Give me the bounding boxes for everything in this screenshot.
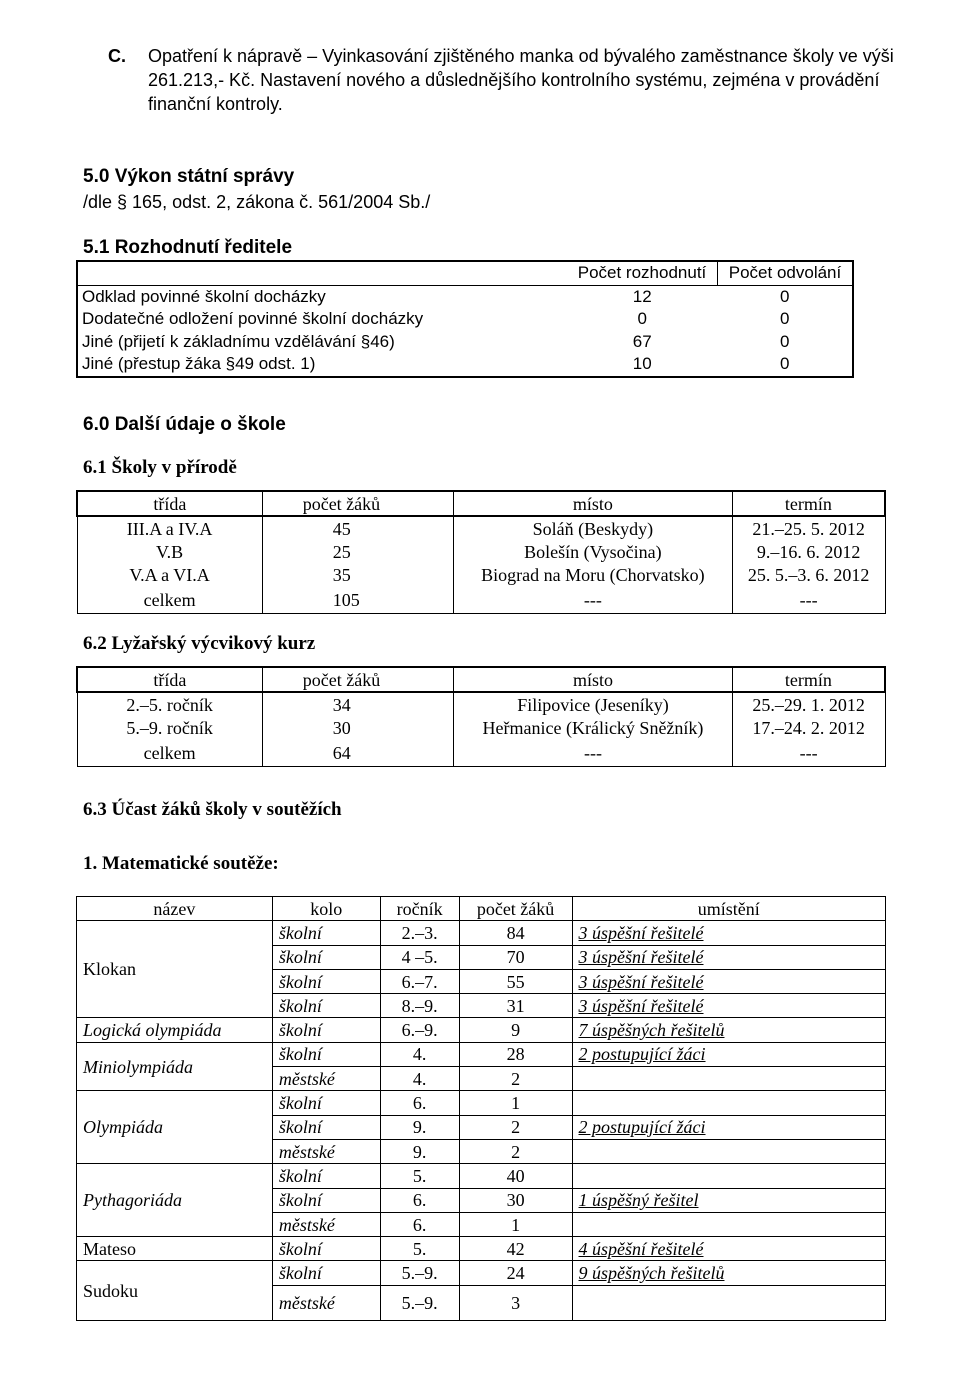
table-cell: 30 (262, 716, 453, 739)
table-cell: školní (272, 1018, 380, 1042)
table-cell: Biograd na Moru (Chorvatsko) (454, 563, 733, 586)
table-cell: 6.–7. (380, 969, 459, 993)
table-cell: 5.–9. (380, 1261, 459, 1285)
table-cell: 0 (780, 309, 790, 329)
table-cell (572, 1139, 885, 1163)
table-cell: 28 (459, 1042, 572, 1066)
header-cell: Počet rozhodnutí (577, 263, 707, 283)
table-cell: 6. (380, 1091, 459, 1115)
header-cell: třída (77, 667, 262, 692)
table-row (77, 739, 885, 767)
competition-name: Pythagoriáda (77, 1164, 273, 1237)
table-cell: 2 postupující žáci (572, 1115, 885, 1139)
table-cell: 2 (459, 1115, 572, 1139)
table-cell: 1 úspěšný řešitel (572, 1188, 885, 1212)
table-cell (572, 1285, 885, 1320)
competition-name: Miniolympiáda (77, 1042, 273, 1091)
table-cell: školní (272, 1164, 380, 1188)
table-cell: V.A a VI.A (77, 563, 262, 586)
table-row (77, 716, 885, 739)
table-cell: 9 úspěšných řešitelů (572, 1261, 885, 1285)
table-cell: městské (272, 1067, 380, 1091)
table-cell: V.B (77, 540, 262, 563)
table-cell: Jiné (přestup žáka §49 odst. 1) (82, 354, 316, 374)
table-row (77, 1091, 886, 1115)
table-cell: --- (732, 739, 885, 767)
table-cell (572, 1212, 885, 1236)
table-row (77, 586, 885, 614)
section-c (108, 44, 908, 116)
table-cell: 5.–9. (380, 1285, 459, 1320)
table-cell: III.A a IV.A (77, 516, 262, 540)
table-cell: Heřmanice (Králický Sněžník) (454, 716, 733, 739)
header-cell: ročník (380, 897, 459, 921)
table-row (77, 1018, 886, 1042)
table-cell: 2 postupující žáci (572, 1042, 885, 1066)
heading-5-1: 5.1 Rozhodnutí ředitele (83, 237, 293, 258)
table-cell: 1 (459, 1212, 572, 1236)
table-cell: 3 úspěšní řešitelé (572, 945, 885, 969)
table-cell: 3 úspěšní řešitelé (572, 921, 885, 945)
table-cell: 0 (780, 331, 790, 351)
table-cell: 30 (459, 1188, 572, 1212)
table-row (77, 563, 885, 586)
table-cell: 2 (459, 1139, 572, 1163)
section-c-text-body: Opatření k nápravě – Vyinkasování zjištěného manka od bývalého zaměstnance školy ve výši 261.213,- Kč. Nastavení nového a důslednějšího kontrolního systému, zejména v provádění finanční kontroly. (148, 46, 894, 114)
table-cell: 42 (459, 1237, 572, 1261)
header-cell: počet žáků (262, 667, 453, 692)
table-cell: městské (272, 1285, 380, 1320)
table-cell: Bolešín (Vysočina) (454, 540, 733, 563)
table-cell: 1 (459, 1091, 572, 1115)
table-row (77, 1261, 886, 1285)
table-cell: 84 (459, 921, 572, 945)
table-cell: Soláň (Beskydy) (454, 516, 733, 540)
table-cell: 2 (459, 1067, 572, 1091)
table-row (77, 540, 885, 563)
header-cell: termín (732, 491, 885, 516)
table-row (77, 1237, 886, 1261)
table-cell: školní (272, 1115, 380, 1139)
table-cell: 8.–9. (380, 994, 459, 1018)
table-cell: školní (272, 1188, 380, 1212)
table-cell: 9.–16. 6. 2012 (732, 540, 885, 563)
table-cell (572, 1164, 885, 1188)
heading-6-1: 6.1 Školy v přírodě (83, 457, 237, 478)
table-cell: 25. 5.–3. 6. 2012 (732, 563, 885, 586)
table-cell: 3 (459, 1285, 572, 1320)
table-skoly-v-prirode (76, 490, 886, 614)
table-cell: 4. (380, 1042, 459, 1066)
competition-name: Logická olympiáda (77, 1018, 273, 1042)
header-cell: kolo (272, 897, 380, 921)
table-cell: školní (272, 969, 380, 993)
table-cell: 31 (459, 994, 572, 1018)
table-cell: 9. (380, 1115, 459, 1139)
header-cell: název (153, 898, 196, 919)
table-cell: školní (272, 945, 380, 969)
table-header-row (77, 667, 885, 692)
table-cell: Filipovice (Jeseníky) (454, 692, 733, 716)
table-cell: 2.–3. (380, 921, 459, 945)
table-row (77, 516, 885, 540)
table-cell: 9. (380, 1139, 459, 1163)
header-cell: termín (732, 667, 885, 692)
table-cell: 35 (262, 563, 453, 586)
table-row (77, 1042, 886, 1066)
competition-name: Olympiáda (77, 1091, 273, 1164)
table-cell: městské (272, 1139, 380, 1163)
table-matematicke-souteze (76, 896, 886, 1321)
table-cell: 34 (262, 692, 453, 716)
table-cell: 17.–24. 2. 2012 (732, 716, 885, 739)
table-cell: --- (454, 739, 733, 767)
table-cell: 3 úspěšní řešitelé (572, 969, 885, 993)
section-c-text (148, 44, 908, 116)
header-cell: počet žáků (262, 491, 453, 516)
table-cell: školní (272, 1091, 380, 1115)
table-cell: 67 (632, 331, 652, 351)
table-cell: školní (272, 1237, 380, 1261)
heading-6-3: 6.3 Účast žáků školy v soutěžích (83, 799, 342, 820)
table-cell: 3 úspěšní řešitelé (572, 994, 885, 1018)
table-cell: městské (272, 1212, 380, 1236)
table-cell: 5. (380, 1237, 459, 1261)
table-cell: 5.–9. ročník (77, 716, 262, 739)
heading-5-0: 5.0 Výkon státní správy (83, 166, 295, 187)
table-row (77, 1164, 886, 1188)
table-row (77, 286, 853, 309)
subtitle-5-0: /dle § 165, odst. 2, zákona č. 561/2004 Sb./ (83, 192, 431, 212)
header-cell: umístění (572, 897, 885, 921)
table-rozhodnuti (76, 260, 854, 378)
table-cell: 6. (380, 1212, 459, 1236)
header-cell: počet žáků (459, 897, 572, 921)
table-cell: školní (272, 994, 380, 1018)
table-cell: 2.–5. ročník (77, 692, 262, 716)
table-cell: Odklad povinné školní docházky (82, 286, 326, 306)
table-row (77, 308, 853, 331)
table-cell: --- (454, 586, 733, 614)
table-cell: 7 úspěšných řešitelů (572, 1018, 885, 1042)
table-cell: 5. (380, 1164, 459, 1188)
competition-name: Sudoku (77, 1261, 273, 1320)
table-cell: 70 (459, 945, 572, 969)
table-row (77, 353, 853, 377)
heading-6-2: 6.2 Lyžařský výcvikový kurz (83, 633, 316, 654)
table-cell: 45 (262, 516, 453, 540)
table-cell: --- (732, 586, 885, 614)
table-row (77, 921, 886, 945)
table-cell: 12 (632, 286, 652, 306)
table-cell: celkem (77, 586, 262, 614)
header-cell: třída (77, 491, 262, 516)
competition-name: Klokan (77, 921, 273, 1018)
table-cell (572, 1067, 885, 1091)
table-cell: 55 (459, 969, 572, 993)
table-cell (572, 1091, 885, 1115)
header-cell: místo (454, 491, 733, 516)
table-cell: 6.–9. (380, 1018, 459, 1042)
table-cell: 105 (262, 586, 453, 614)
table-cell: 0 (637, 309, 647, 329)
table-header-row (77, 897, 886, 921)
table-cell: 24 (459, 1261, 572, 1285)
table-cell: celkem (77, 739, 262, 767)
table-cell: 25.–29. 1. 2012 (732, 692, 885, 716)
header-cell (77, 261, 567, 285)
table-cell: 10 (632, 354, 652, 374)
table-cell: školní (272, 921, 380, 945)
table-cell: 9 (459, 1018, 572, 1042)
table-row (77, 331, 853, 354)
header-cell: místo (454, 667, 733, 692)
table-cell: 25 (262, 540, 453, 563)
table-cell: 4 úspěšní řešitelé (572, 1237, 885, 1261)
table-header-row (77, 491, 885, 516)
table-cell: Jiné (přijetí k základnímu vzdělávání §46) (82, 331, 395, 351)
table-cell: 21.–25. 5. 2012 (732, 516, 885, 540)
table-cell: školní (272, 1261, 380, 1285)
table-row (77, 692, 885, 716)
table-cell: školní (272, 1042, 380, 1066)
table-lyzarsky-kurz (76, 666, 886, 767)
header-cell: Počet odvolání (718, 261, 854, 285)
section-c-label: C. (108, 46, 126, 66)
table-cell: 6. (380, 1188, 459, 1212)
table-cell: 0 (780, 286, 790, 306)
table-cell: 64 (262, 739, 453, 767)
table-cell: 0 (780, 354, 790, 374)
table-cell: Dodatečné odložení povinné školní docházky (82, 309, 424, 329)
table-header-row (77, 261, 853, 285)
table-cell: 4. (380, 1067, 459, 1091)
competition-name: Mateso (77, 1237, 273, 1261)
heading-6-0: 6.0 Další údaje o škole (83, 414, 286, 435)
table-cell: 4 –5. (380, 945, 459, 969)
table-cell: 40 (459, 1164, 572, 1188)
heading-matematicke-souteze: 1. Matematické soutěže: (83, 853, 279, 874)
